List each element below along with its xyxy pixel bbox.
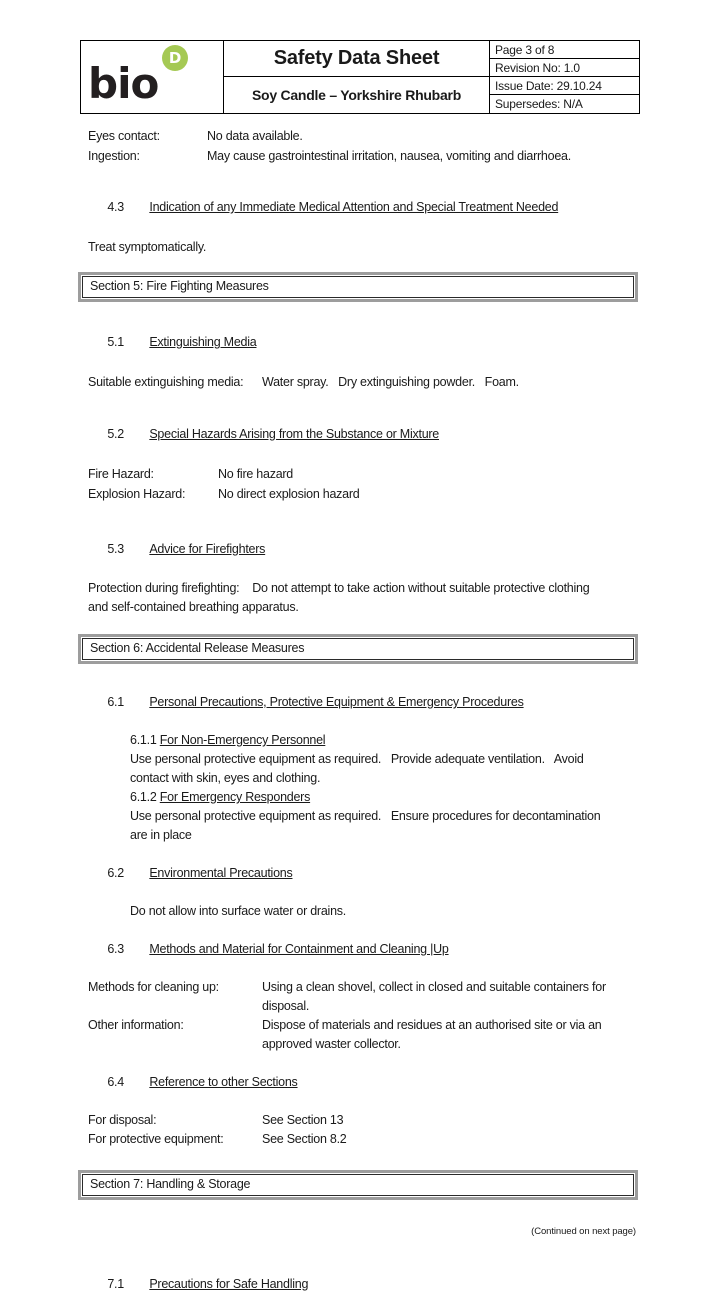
section-5-banner [78, 272, 638, 302]
header-table [80, 40, 640, 114]
kv-label: For disposal: [88, 1113, 157, 1127]
heading-4-3 [88, 177, 636, 237]
kv-value: No direct explosion hazard [218, 487, 360, 501]
heading-number: 6.3 [107, 942, 124, 956]
heading-6-1-1 [130, 731, 636, 750]
section-5-banner-title: Section 5: Fire Fighting Measures [82, 276, 634, 298]
kv-label: For protective equipment: [88, 1132, 224, 1146]
heading-text: Indication of any Immediate Medical Attention and Special Treatment Needed [149, 200, 559, 214]
document-title: Safety Data Sheet [224, 41, 490, 77]
section-6-banner-title: Section 6: Accidental Release Measures [82, 638, 634, 660]
kv-row-other-information [88, 1016, 636, 1054]
heading-number: 6.4 [107, 1075, 124, 1089]
kv-row-fire-hazard [88, 464, 636, 484]
heading-number: 6.1 [107, 695, 124, 709]
paragraph-6-2: Do not allow into surface water or drains. [130, 904, 346, 918]
heading-number: 6.1.1 [130, 733, 160, 747]
kv-row-eyes-contact [88, 126, 636, 146]
heading-text: Advice for Firefighters [149, 542, 266, 556]
heading-text: Extinguishing Media [149, 335, 257, 349]
meta-issue-date: Issue Date: 29.10.24 [490, 77, 639, 95]
heading-6-1-2 [130, 788, 636, 807]
kv-value: Dispose of materials and residues at an authorised site or via an approved waster collector. [262, 1018, 605, 1051]
kv-label: Eyes contact: [88, 129, 160, 143]
heading-6-4 [88, 1054, 636, 1111]
kv-row-for-disposal [88, 1111, 636, 1130]
heading-text: Reference to other Sections [149, 1075, 298, 1089]
kv-label: Explosion Hazard: [88, 487, 186, 501]
kv-value: May cause gastrointestinal irritation, nausea, vomiting and diarrhoea. [207, 149, 571, 163]
kv-label: Methods for cleaning up: [88, 980, 219, 994]
paragraph-6-1-2-line-2: are in place [130, 828, 192, 842]
logo-d-badge: D [162, 45, 188, 71]
paragraph-firefighting-line-2: and self-contained breathing apparatus. [88, 600, 299, 614]
paragraph-6-1-1-line-1: Use personal protective equipment as required. Provide adequate ventilation. Avoid [130, 752, 584, 766]
heading-number: 6.1.2 [130, 790, 160, 804]
kv-value: See Section 8.2 [262, 1132, 347, 1146]
heading-5-1 [88, 312, 636, 372]
kv-value: No fire hazard [218, 467, 294, 481]
document-subtitle: Soy Candle – Yorkshire Rhubarb [224, 77, 490, 113]
heading-text: Special Hazards Arising from the Substance or Mixture [149, 427, 440, 441]
heading-text: For Non-Emergency Personnel [159, 733, 326, 747]
kv-row-ingestion [88, 146, 636, 166]
kv-row-explosion-hazard [88, 484, 636, 504]
heading-7-1 [88, 1254, 636, 1314]
paragraph-4-3: Treat symptomatically. [88, 240, 207, 254]
heading-6-1 [88, 674, 636, 731]
section-7-banner-title: Section 7: Handling & Storage [82, 1174, 634, 1196]
heading-text: Personal Precautions, Protective Equipment & Emergency Procedures [149, 695, 524, 709]
heading-number: 6.2 [107, 866, 124, 880]
meta-revision: Revision No: 1.0 [490, 59, 639, 77]
kv-value: Water spray. Dry extinguishing powder. Foam. [262, 375, 519, 389]
kv-value: See Section 13 [262, 1113, 344, 1127]
paragraph-6-1-1-line-2: contact with skin, eyes and clothing. [130, 771, 321, 785]
heading-5-3 [88, 519, 636, 579]
heading-number: 5.1 [107, 335, 124, 349]
kv-label: Fire Hazard: [88, 467, 154, 481]
heading-text: Precautions for Safe Handling [149, 1277, 309, 1291]
kv-row-methods-cleaning [88, 978, 636, 1016]
meta-supersedes: Supersedes: N/A [495, 97, 583, 111]
section-7-banner [78, 1170, 638, 1200]
heading-number: 7.1 [107, 1277, 124, 1291]
heading-number: 5.3 [107, 542, 124, 556]
heading-number: 5.2 [107, 427, 124, 441]
meta-page-number: Page 3 of 8 [490, 41, 639, 59]
heading-text: Methods and Material for Containment and Cleaning |Up [149, 942, 449, 956]
heading-6-2 [88, 845, 636, 902]
kv-row-for-protective-equipment [88, 1130, 636, 1149]
paragraph-6-1-2-line-1: Use personal protective equipment as required. Ensure procedures for decontamination [130, 809, 601, 823]
kv-row-extinguishing-media [88, 372, 636, 392]
section-6-banner [78, 634, 638, 664]
heading-number: 4.3 [107, 200, 124, 214]
heading-5-2 [88, 404, 636, 464]
kv-label: Suitable extinguishing media: [88, 375, 244, 389]
kv-label: Ingestion: [88, 149, 140, 163]
heading-text: Environmental Precautions [149, 866, 293, 880]
logo [81, 41, 224, 113]
document-body [88, 112, 636, 1314]
continued-note: (Continued on next page) [531, 1226, 636, 1237]
logo-bio-text: bio [88, 59, 159, 108]
kv-value: Using a clean shovel, collect in closed and suitable containers for disposal. [262, 980, 610, 1013]
paragraph-firefighting-line-1: Protection during firefighting: Do not attempt to take action without suitable protective clothing [88, 581, 590, 595]
kv-label: Other information: [88, 1018, 184, 1032]
heading-6-3 [88, 921, 636, 978]
kv-value: No data available. [207, 129, 303, 143]
heading-text: For Emergency Responders [159, 790, 311, 804]
